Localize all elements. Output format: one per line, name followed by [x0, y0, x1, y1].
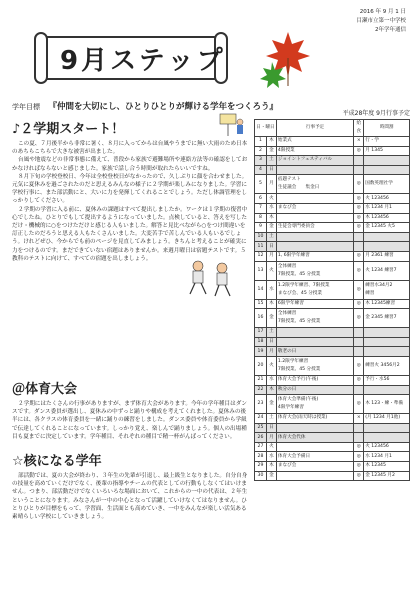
- section-title: ♪２学期スタート！: [12, 122, 125, 137]
- lunch-cell: ◎: [354, 223, 364, 233]
- day-cell: 4: [255, 165, 267, 175]
- issue-date: 2016 年 9 月 1 日: [359, 9, 406, 15]
- day-cell: 3: [255, 156, 267, 166]
- day-cell: 25: [255, 423, 267, 433]
- timetable-cell: 練習火 3456月2: [364, 356, 410, 375]
- schedule-panel: [254, 108, 410, 481]
- event-cell: 秋分の日: [276, 385, 353, 395]
- event-cell: 敬老の日: [276, 347, 353, 357]
- event-cell: 宿題テスト 生徒議会 集金日: [276, 175, 353, 194]
- weekday-cell: 木: [266, 299, 276, 309]
- timetable-cell: [364, 347, 410, 357]
- schedule-row: [255, 137, 410, 147]
- weekday-cell: 土: [266, 156, 276, 166]
- day-cell: 18: [255, 337, 267, 347]
- weekday-cell: 金: [266, 309, 276, 328]
- paragraph: 台風や地震などの非常事態に備えて、普段から家族で避難場所や連絡方法等の確認をしておかなければならないと感じました。家族で話し合う時間が取れたらいいですね。: [12, 157, 248, 172]
- weekday-cell: 土: [266, 328, 276, 338]
- weekday-cell: 日: [266, 423, 276, 433]
- weekday-cell: 金: [266, 223, 276, 233]
- timetable-cell: 水 1234 月1: [364, 452, 410, 462]
- lunch-cell: ◎: [354, 213, 364, 223]
- lunch-cell: [354, 347, 364, 357]
- lunch-cell: ◎: [354, 146, 364, 156]
- day-cell: 21: [255, 375, 267, 385]
- schedule-row: [255, 232, 410, 242]
- day-cell: 13: [255, 261, 267, 280]
- section-core-grade: [12, 450, 250, 521]
- schedule-row: [255, 203, 410, 213]
- day-cell: 15: [255, 299, 267, 309]
- day-cell: 12: [255, 251, 267, 261]
- student-sign-icon: [216, 112, 246, 138]
- grade-goal: [12, 100, 278, 112]
- lunch-cell: [354, 328, 364, 338]
- day-cell: 6: [255, 194, 267, 204]
- schedule-row: [255, 462, 410, 472]
- event-cell: 体育大会予行(午後): [276, 375, 353, 385]
- timetable-cell: 金 12345 火5: [364, 223, 410, 233]
- schedule-row: [255, 165, 410, 175]
- day-cell: 9: [255, 223, 267, 233]
- day-cell: 27: [255, 442, 267, 452]
- header-lunch: 給食: [354, 120, 364, 137]
- weekday-cell: 火: [266, 261, 276, 280]
- event-cell: まなび会: [276, 203, 353, 213]
- lunch-cell: ◎: [354, 442, 364, 452]
- weekday-cell: 日: [266, 242, 276, 252]
- schedule-row: [255, 194, 410, 204]
- weekday-cell: 金: [266, 471, 276, 481]
- event-cell: 始業式: [276, 137, 353, 147]
- event-cell: 生徒会専門委員会: [276, 223, 353, 233]
- lunch-cell: ◎: [354, 175, 364, 194]
- schedule-row: [255, 385, 410, 395]
- timetable-cell: 国数英理社学: [364, 175, 410, 194]
- day-cell: 5: [255, 175, 267, 194]
- timetable-cell: 火 123456: [364, 194, 410, 204]
- weekday-cell: 月: [266, 251, 276, 261]
- lunch-cell: ◎: [354, 280, 364, 299]
- event-cell: 全体練習 7限授業、45 分授業: [276, 309, 353, 328]
- weekday-cell: 火: [266, 356, 276, 375]
- day-cell: 2: [255, 146, 267, 156]
- schedule-row: [255, 146, 410, 156]
- lunch-cell: ◎: [354, 356, 364, 375]
- paragraph: 部活動では、夏の大会が終わり、３年生の先輩が引退し、最上級生となりました。自分自身の技量を高めていくだけでなく、後輩の指導やチームの代表としての行動もしなくてはいけません。つまり、部活動だけでなくいろいろな場面において、これからの一中の代表は、２年生ということになります。みなさんが一中の中心となって活躍していけなくてはなりません。ひとりひとりが目標をもって、学習面、生活面とも高めていき、一中をみんなが楽しい活気ある素晴らしい学校にしていきましょう。: [12, 473, 248, 521]
- day-cell: 17: [255, 328, 267, 338]
- day-cell: 8: [255, 213, 267, 223]
- schedule-header-row: [255, 120, 410, 137]
- timetable-cell: [364, 385, 410, 395]
- weekday-cell: 金: [266, 146, 276, 156]
- schedule-row: [255, 395, 410, 414]
- schedule-row: [255, 299, 410, 309]
- timetable-cell: 行・学: [364, 137, 410, 147]
- event-cell: [276, 165, 353, 175]
- lunch-cell: [354, 337, 364, 347]
- lunch-cell: [354, 232, 364, 242]
- lunch-cell: ◎: [354, 375, 364, 385]
- schedule-row: [255, 423, 410, 433]
- timetable-cell: [364, 433, 410, 443]
- event-cell: ジョイントフェスティバル: [276, 156, 353, 166]
- day-cell: 26: [255, 433, 267, 443]
- lunch-cell: [354, 433, 364, 443]
- timetable-cell: 木 123456: [364, 213, 410, 223]
- event-cell: 4限授業: [276, 146, 353, 156]
- lunch-cell: [354, 242, 364, 252]
- weekday-cell: 水: [266, 280, 276, 299]
- weekday-cell: 木: [266, 137, 276, 147]
- maple-leaves-icon: [258, 28, 318, 88]
- weekday-cell: 水: [266, 452, 276, 462]
- timetable-cell: 木 12345練習: [364, 299, 410, 309]
- page-title: 9月ステップ: [60, 46, 226, 76]
- timetable-cell: 火 123456: [364, 442, 410, 452]
- goal-label: 学年目標: [12, 103, 40, 111]
- lunch-cell: [354, 165, 364, 175]
- timetable-cell: 予行・水56: [364, 375, 410, 385]
- weekday-cell: 月: [266, 433, 276, 443]
- schedule-row: [255, 433, 410, 443]
- schedule-row: [255, 375, 410, 385]
- event-cell: 6限学年練習: [276, 299, 353, 309]
- weekday-cell: 水: [266, 203, 276, 213]
- lunch-cell: ◎: [354, 203, 364, 213]
- weekday-cell: 土: [266, 232, 276, 242]
- day-cell: 11: [255, 242, 267, 252]
- schedule-row: [255, 452, 410, 462]
- weekday-cell: 月: [266, 175, 276, 194]
- lunch-cell: ◎: [354, 299, 364, 309]
- lunch-cell: ◎: [354, 395, 364, 414]
- event-cell: [276, 242, 353, 252]
- event-cell: 1.2限学年練習 7限授業、45 分授業: [276, 356, 353, 375]
- schedule-row: [255, 414, 410, 424]
- lunch-cell: ◎: [354, 452, 364, 462]
- lunch-cell: ×: [354, 414, 364, 424]
- schedule-row: [255, 213, 410, 223]
- day-cell: 7: [255, 203, 267, 213]
- event-cell: 体育大会予備日: [276, 452, 353, 462]
- timetable-cell: 練習水34月2 練習: [364, 280, 410, 299]
- paragraph: ８月下旬の学校登校日、今年は全校登校日がなかったので、久しぶりに顔を合わせました。元気に夏休みを過ごされたのだと思えるみんなの様子に２学期が楽しみになりました。学習に学校行事に、また部活動にと、大いに力を発揮してくれることでしょう。ただし体調管理をしっかりしてください。: [12, 173, 248, 205]
- timetable-cell: [364, 328, 410, 338]
- lunch-cell: ◎: [354, 471, 364, 481]
- school-name: 目瀬市立第一中学校: [356, 18, 406, 24]
- title-banner: [32, 18, 242, 90]
- day-cell: 24: [255, 414, 267, 424]
- day-cell: 30: [255, 471, 267, 481]
- timetable-cell: 木 12345: [364, 462, 410, 472]
- running-students-icon: [180, 256, 240, 306]
- day-cell: 14: [255, 280, 267, 299]
- timetable-cell: (月 1234 月1他): [364, 414, 410, 424]
- timetable-cell: [364, 337, 410, 347]
- section-second-term: [12, 118, 250, 263]
- event-cell: 1.2限学年練習、7限授業 まなび会、45 分授業: [276, 280, 353, 299]
- schedule-table: [254, 119, 410, 481]
- schedule-row: [255, 309, 410, 328]
- weekday-cell: 日: [266, 337, 276, 347]
- newsletter-name: 2年学年通信: [375, 27, 406, 33]
- event-cell: 全体練習 7限授業、45 分授業: [276, 261, 353, 280]
- schedule-row: [255, 356, 410, 375]
- event-cell: 体育大会代休: [276, 433, 353, 443]
- timetable-cell: 火 1234 練習7: [364, 261, 410, 280]
- schedule-row: [255, 328, 410, 338]
- header-timetable: 時間割: [364, 120, 410, 137]
- schedule-row: [255, 280, 410, 299]
- schedule-row: [255, 242, 410, 252]
- timetable-cell: [364, 156, 410, 166]
- event-cell: まなび会: [276, 462, 353, 472]
- weekday-cell: 日: [266, 165, 276, 175]
- timetable-cell: [364, 232, 410, 242]
- schedule-row: [255, 251, 410, 261]
- lunch-cell: ×: [354, 137, 364, 147]
- event-cell: [276, 194, 353, 204]
- section-title: ＠体育大会: [12, 382, 78, 397]
- schedule-row: [255, 261, 410, 280]
- lunch-cell: [354, 156, 364, 166]
- weekday-cell: 金: [266, 395, 276, 414]
- day-cell: 20: [255, 356, 267, 375]
- paragraph: ２学期にはたくさんの行事がありますが、まず体育大会があります。今年の学年種目はダンスです。ダンス委員が選出し、夏休みの中ずっと踊りや構成を考えてくれました。夏休みの後半には、各クラスの体育委員を一緒に踊りの練習をしました。ダンス委員や体育委員から学級で伝達してくれることになっています。しっかり覚え、楽しんで踊りましょう。個人の出場種目も夏までに決定しています。学年種目、それぞれの種目で精一杯がんばってください。: [12, 401, 247, 440]
- weekday-cell: 火: [266, 194, 276, 204]
- schedule-row: [255, 442, 410, 452]
- lunch-cell: ◎: [354, 261, 364, 280]
- header-info: [356, 8, 406, 35]
- day-cell: 22: [255, 385, 267, 395]
- schedule-row: [255, 471, 410, 481]
- timetable-cell: [364, 423, 410, 433]
- lunch-cell: ◎: [354, 251, 364, 261]
- schedule-row: [255, 347, 410, 357]
- schedule-row: [255, 337, 410, 347]
- section-title: ☆核になる学年: [12, 454, 102, 469]
- event-cell: [276, 337, 353, 347]
- timetable-cell: 月 2361 練習: [364, 251, 410, 261]
- banner-roll-left: [34, 32, 48, 84]
- weekday-cell: 木: [266, 385, 276, 395]
- weekday-cell: 水: [266, 375, 276, 385]
- lunch-cell: ◎: [354, 309, 364, 328]
- header-day: 日・曜日: [255, 120, 277, 137]
- header-event: 行事予定: [276, 120, 353, 137]
- paragraph: ２学期の学習に入る前に、夏休みの課題はすべて提出しましたか。ワークは１学期の復習中心でしたね。ひとりでもして提出するようになっていました。点検していると、答えを写しただけ・機械的に○をつけただけと感じる人もいました。解答と見比べながら○をつけ間違いを訂正したのだろうと思える人もたくさんいました。大変苦手で苦しんでいる人もいるでしょう。けれどぜひ、今からでも前のページを見直してみましょう。きちんと考えることが確実に力をつけるのです。まだできていない宿題はありませんか。来週月曜日は宿題テストです。５教科のテストに向けて、すべての宿題を出しましょう。: [12, 206, 248, 262]
- timetable-cell: [364, 242, 410, 252]
- schedule-row: [255, 175, 410, 194]
- section-sports-day: [12, 378, 250, 441]
- weekday-cell: 火: [266, 442, 276, 452]
- schedule-row: [255, 223, 410, 233]
- timetable-cell: 月 1345: [364, 146, 410, 156]
- timetable-cell: 水 1234 月1: [364, 203, 410, 213]
- day-cell: 29: [255, 462, 267, 472]
- day-cell: 28: [255, 452, 267, 462]
- weekday-cell: 土: [266, 414, 276, 424]
- schedule-caption: 平成28年度 9月行事予定: [342, 110, 410, 117]
- schedule-body: [255, 137, 410, 481]
- lunch-cell: [354, 423, 364, 433]
- timetable-cell: 木 123・練・準備: [364, 395, 410, 414]
- weekday-cell: 月: [266, 347, 276, 357]
- event-cell: [276, 328, 353, 338]
- timetable-cell: 金 2345 練習7: [364, 309, 410, 328]
- weekday-cell: 木: [266, 213, 276, 223]
- day-cell: 23: [255, 395, 267, 414]
- lunch-cell: ◎: [354, 462, 364, 472]
- day-cell: 19: [255, 347, 267, 357]
- timetable-cell: 金 12345 月2: [364, 471, 410, 481]
- day-cell: 10: [255, 232, 267, 242]
- event-cell: 1, 6限学年練習: [276, 251, 353, 261]
- paragraph: この夏、７月後半から非常に暑く、８月に入ってからは台風やうまでに無い大雨のため日本のあちらこちらで大きな被害が出ました。: [12, 141, 248, 156]
- event-cell: 体育大会(雨天時は授業): [276, 414, 353, 424]
- event-cell: [276, 213, 353, 223]
- schedule-row: [255, 156, 410, 166]
- timetable-cell: [364, 165, 410, 175]
- day-cell: 1: [255, 137, 267, 147]
- event-cell: [276, 442, 353, 452]
- event-cell: [276, 471, 353, 481]
- event-cell: [276, 232, 353, 242]
- day-cell: 16: [255, 309, 267, 328]
- event-cell: [276, 423, 353, 433]
- weekday-cell: 木: [266, 462, 276, 472]
- lunch-cell: ◎: [354, 194, 364, 204]
- lunch-cell: [354, 385, 364, 395]
- goal-text: 『仲間を大切にし、ひとりひとりが輝ける学年をつくろう』: [48, 102, 279, 112]
- event-cell: 体育大会準備(午後) 4限学年練習: [276, 395, 353, 414]
